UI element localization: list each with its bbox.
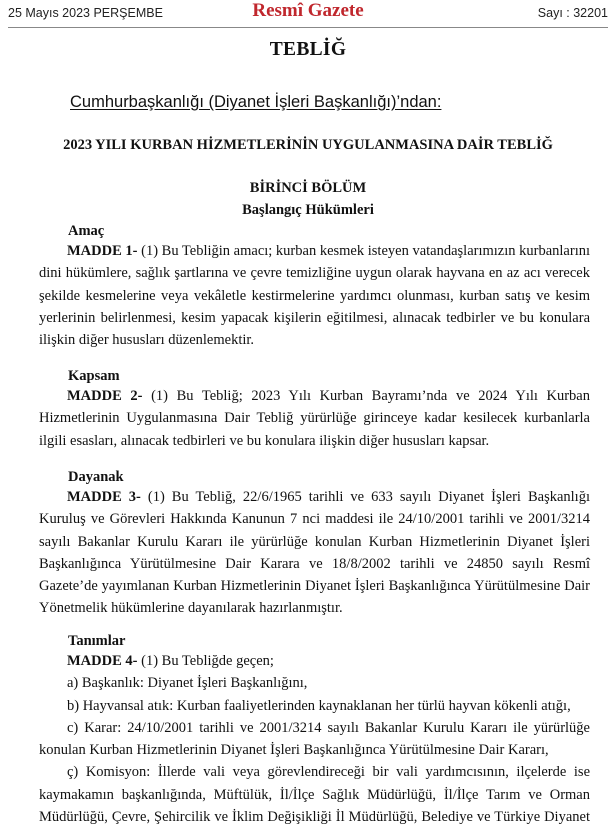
communique-title: 2023 YILI KURBAN HİZMETLERİNİN UYGULANMASINA DAİR TEBLİĞ bbox=[63, 137, 553, 153]
part-subtitle: Başlangıç Hükümleri bbox=[242, 202, 374, 218]
definition-item: c) Karar: 24/10/2001 tarihli ve 2001/3214 sayılı Bakanlar Kurulu Kararı ile yürürlüğe konulan Kurban Hizmetlerinin Diyanet İşleri Başkanlığınca Yürütülmesine Dair Kararı, bbox=[39, 719, 590, 759]
header-divider bbox=[8, 27, 608, 28]
article-3 bbox=[39, 486, 590, 620]
article-1 bbox=[39, 240, 590, 351]
article-number: MADDE 2- bbox=[67, 388, 143, 404]
section-heading-kapsam: Kapsam bbox=[68, 368, 120, 384]
article-4 bbox=[39, 650, 590, 828]
definition-item: ç) Komisyon: İllerde vali veya görevlendireceği bir vali yardımcısının, ilçelerde ise kaymakamın başkanlığında, Müftülük, İl/İlçe Sağlık Müdürlüğü, İl/İlçe Tarım ve Orman Müdürlüğü, Çevre, Şehircilik ve İklim Değişikliği İl Müdürlüğü, Belediye ve Türkiye Diyanet bbox=[39, 764, 590, 826]
section-heading-dayanak: Dayanak bbox=[68, 469, 124, 485]
gazette-title: Resmî Gazete bbox=[252, 0, 364, 21]
article-text: (1) Bu Tebliğ; 2023 Yılı Kurban Bayramı’nda ve 2024 Yılı Kurban Hizmetlerinin Uygulanmasına Dair Tebliğ yürürlüğe girinceye kadar kesilecek kurbanlarla ilgili esasları, alınacak tedbirleri ve bu konulara ilişkin diğer hususları kapsar. bbox=[39, 388, 590, 449]
article-text: (1) Bu Tebliğin amacı; kurban kesmek isteyen vatandaşlarımızın kurbanlarını dini hükümlere, sağlık şartlarına ve çevre temizliğine uygun olarak hayvana en az acı verecek şekilde kesmelerine veya vekâletle kestirmelerine yardımcı olunması, kurban satış ve kesim yerlerinin belirlenmesi, kesim yapacak kişilerin eğitilmesi, alınacak tedbirler ve bu konulara ilişkin diğer hususları düzenlemektir. bbox=[39, 243, 591, 349]
section-heading-amac: Amaç bbox=[68, 223, 105, 239]
article-number: MADDE 3- bbox=[67, 489, 141, 505]
section-heading-tanimlar: Tanımlar bbox=[68, 633, 126, 649]
article-number: MADDE 1- bbox=[67, 243, 138, 259]
header-date: 25 Mayıs 2023 PERŞEMBE bbox=[8, 6, 163, 20]
definition-item: a) Başkanlık: Diyanet İşleri Başkanlığını, bbox=[67, 675, 308, 692]
definition-item: b) Hayvansal atık: Kurban faaliyetlerinden kaynaklanan her türlü hayvan kökenli atığı, bbox=[67, 697, 571, 714]
document-type: TEBLİĞ bbox=[269, 39, 347, 60]
article-2 bbox=[39, 385, 590, 452]
issuing-authority: Cumhurbaşkanlığı (Diyanet İşleri Başkanlığı)’ndan: bbox=[70, 93, 442, 111]
page-header bbox=[0, 0, 616, 30]
article-number: MADDE 4- bbox=[67, 653, 138, 669]
issue-number: Sayı : 32201 bbox=[537, 6, 608, 20]
article-text: (1) Bu Tebliğ, 22/6/1965 tarihli ve 633 sayılı Diyanet İşleri Başkanlığı Kuruluş ve Görevleri Hakkında Kanunun 7 nci maddesi ile 24/10/2001 tarihli ve 2001/3214 sayılı Bakanlar Kurulu Kararı ile yürürlüğe konulan Kurban Hizmetlerinin Diyanet İşleri Başkanlığınca Yürütülmesine Dair Karara ve 18/8/2002 tarihli ve 24850 sayılı Resmî Gazete’de yayımlanan Kurban Hizmetlerinin Diyanet İşleri Başkanlığınca Yürütülmesine Dair Yönetmelik hükümlerine dayanılarak hazırlanmıştır. bbox=[39, 489, 590, 617]
article-text: (1) Bu Tebliğde geçen; bbox=[137, 653, 274, 669]
part-title: BİRİNCİ BÖLÜM bbox=[249, 180, 367, 196]
